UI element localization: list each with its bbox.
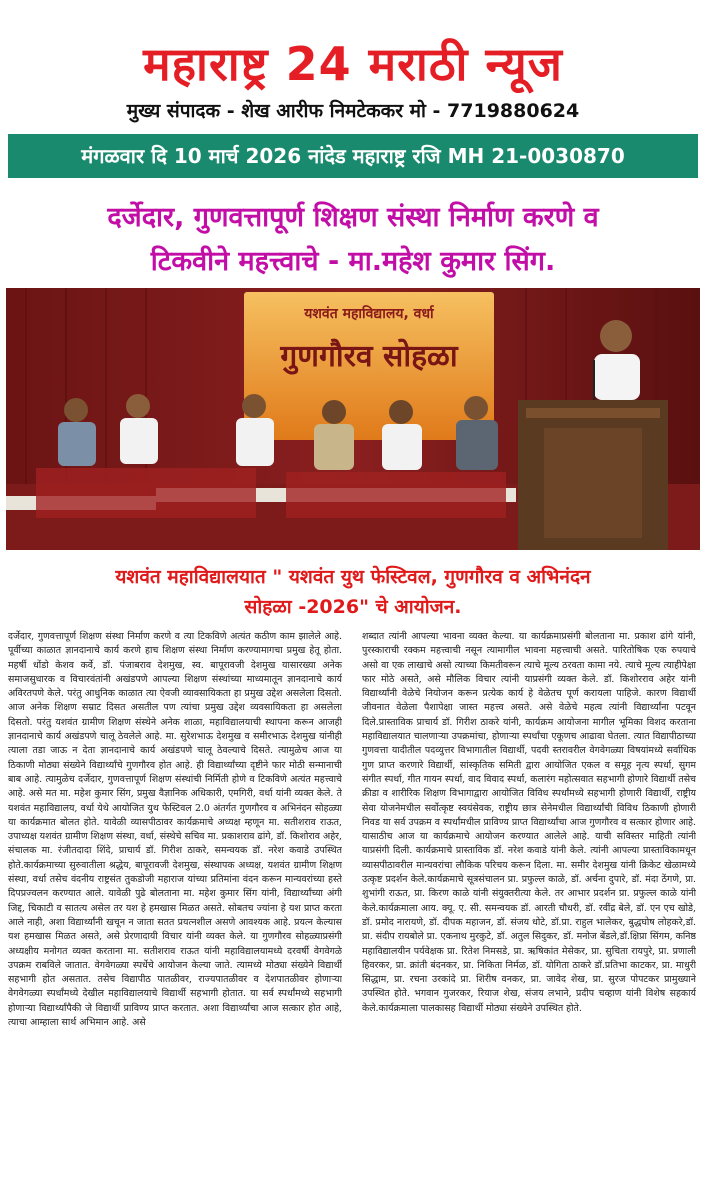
article-subheading xyxy=(6,562,700,622)
subheading-line-2: सोहळा -2026" चे आयोजन. xyxy=(244,596,462,618)
banner-event-title: गुणगौरव सोहळा xyxy=(280,339,458,374)
headline-line-1: दर्जेदार, गुणवत्तापूर्ण शिक्षण संस्था निर्माण करणे व xyxy=(107,202,599,233)
article-headline xyxy=(6,196,700,284)
newspaper-title: महाराष्ट्र 24 मराठी न्यूज xyxy=(143,37,563,91)
speaker-figure xyxy=(600,320,632,352)
banner-college-name: यशवंत महाविद्यालय, वर्धा xyxy=(304,306,434,322)
event-photo xyxy=(6,288,700,550)
article-body xyxy=(8,630,698,1196)
article-column-right: शब्दात त्यांनी आपल्या भावना व्यक्त केल्या. या कार्यक्रमाप्रसंगी बोलताना मा. प्रकाश ढांगे यांनी, पुरस्काराची रक्कम महत्त्वाची नसून त्यामागील भावना महत्त्वाची असते. पारितोषिक एक रुपयाचे असो वा एक लाखाचे असो त्याच्या किमतीवरून त्याचे मूल्य ठरवता कामा नये. त्याचे मूल्य त्याहीपेक्षा फार मोठे असते, असे मौलिक विचार त्यांनी याप्रसंगी व्यक्त केले. डॉ. किशोरराव अहेर यांनी विद्यार्थ्यांनी वेळेचे नियोजन करून प्रत्येक कार्य हे वेळेतच पूर्ण करायला पाहिजे. कारण विद्यार्थी जीवनात वेळेला पैशापेक्षा जास्त महत्त्व असते. असे वेळेचे महत्व त्यांनी विद्यार्थ्यांना पटवून दिले.प्रास्ताविक प्राचार्य डॉ. गिरीश ठाकरे यांनी, कार्यक्रम आयोजना मागील भूमिका विशद करताना महाविद्यालयात चालणाऱ्या उपक्रमांचा, होणाऱ्या स्पर्धांचा एकूणच आढावा घेतला. त्यात विद्यापीठाच्या गुणवत्ता यादीतील पदव्युत्तर विभागातील विद्यार्थी, पदवी स्तरावरील वेगवेगळ्या विषयांमध्ये सर्वाधिक गुण प्राप्त करणारे विद्यार्थी, सांस्कृतिक समिती द्वारा आयोजित एकल व समूह नृत्य स्पर्धा, सुगम संगीत स्पर्धा, गीत गायन स्पर्धा, वाद विवाद स्पर्धा, कलारंग महोत्सवात सहभागी होणारे विद्यार्थी तसेच क्रीडा व शारीरिक शिक्षण विभागाद्वारा आयोजित विविध स्पर्धांमध्ये सहभागी होणारी विद्यार्थी, राष्ट्रीय सेवा योजनेमधील सर्वोत्कृष्ट स्वयंसेवक, राष्ट्रीय छात्र सेनेमधील विद्यार्थ्यांची विविध ठिकाणी होणारी निवड या सर्व उपक्रम व स्पर्धांमधील प्राविण्य प्राप्त विद्यार्थ्यांचा आज गुणगौरव व सत्कार होणार आहे. यासाठीच आज या कार्यक्रमाचे आयोजन करण्यात आलेले आहे. याची सविस्तर माहिती त्यांनी याप्रसंगी दिली. कार्यक्रमाचे प्रास्ताविक डॉ. नरेश कवाडे यांनी केले. त्यांनी आपल्या प्रास्ताविकामधून व्यासपीठावरील मान्यवरांचा लौकिक परिचय करून दिला. मा. समीर देशमुख यांनी क्रिकेट खेळामध्ये उत्कृष्ट प्रदर्शन केले.कार्यक्रमाचे सूत्रसंचालन प्रा. प्रफुल्ल काळे, डॉ. अर्चना दुपारे, डॉ. मंदा ठेंगणे, प्रा. शुभांगी राऊत, प्रा. किरण काळे यांनी संयुक्तरीत्या केले. तर आभार प्रदर्शन प्रा. प्रफुल्ल काळे यांनी केले.कार्यक्रमाला आय. क्यू. ए. सी. समन्वयक डॉ. आरती चौधरी, डॉ. रवींद्र बेले, डॉ. एन एच खोडे, डॉ. प्रमोद नारायणे, डॉ. दीपक महाजन, डॉ. संजय धोटे, डॉ.प्रा. राहुल भालेकर, बुद्धघोष लोहकरे,डॉ. प्रा. संदीप रायबोले प्रा. एकनाथ मुरकुटे, डॉ. अतुल सिदुकर, डॉ. मनोज बेंडले,डॉ.क्षिप्रा सिंगम, कनिष्ठ महाविद्यालयीन पर्यवेक्षक प्रा. रितेश निमसडे, प्रा. ऋषिकांत मेसेकर, प्रा. सुचिता रायपुरे, प्रा. प्रणाली हिवरकर, प्रा. क्रांती बंदनकर, प्रा. निकिता निर्मळ, डॉ. योगिता ठाकरे डॉ.प्रतिभा काटकर, प्रा. माधुरी सिद्धाम, प्रा. रचना उरकांदे प्रा. शिरीष वनकर, प्रा. जावेद शेख, प्रा. सुरज पोपटकर प्रामुख्याने उपस्थित होते. भगवान गुजरकर, रियाज शेख, संजय लभाने, प्रदीप चव्हाण यांनी विशेष सहकार्य केले.कार्यक्रमाला पालकासह विद्यार्थी मोठ्या संख्येने उपस्थित होते. xyxy=(362,631,696,1014)
masthead xyxy=(0,0,706,128)
article-column-left: दर्जेदार, गुणवत्तापूर्ण शिक्षण संस्था निर्माण करणे व त्या टिकविणे अत्यंत कठीण काम झालेले आहे. पूर्वीच्या काळात ज्ञानदानाचे कार्य करणे हाच शिक्षण संस्था निर्माण करण्यामागचा प्रमुख हेतू होता. महर्षी धोंडो केशव कर्वे, डॉ. पंजाबराव देशमुख, स्व. बापूरावजी देशमुख यासारख्या अनेक समाजसुधारक व विचारवंतांनी अखंडपणे आपल्या शिक्षण संस्थांच्या माध्यमातून ज्ञानदानाचे कार्य अविरतपणे केले. परंतु आधुनिक काळात त्या ऐवजी व्यावसायिकता हा प्रमुख उद्देश असलेला दिसतो. आज अनेक शिक्षण सम्राट दिसत असतील पण त्यांचा प्रमुख उद्देश व्यवसायिकता हा असलेला दिसतो. परंतु यशवंत ग्रामीण शिक्षण संस्थेने अनेक शाळा, महाविद्यालयाची स्थापना करून आजही ज्ञानदानाचे कार्य अखंडपणे चालू ठेवलेले आहे. मा. सुरेशभाऊ देशमुख व समीरभाऊ देशमुख यांनीही त्याला तडा जाऊ न देता ज्ञानदानाचे कार्य अखंडपणे चालू ठेवल्याचे दिसते. त्यामुळेच आज या ठिकाणी मोठ्या संख्येने विद्यार्थ्यांचे गुणगौरव होत आहे. ही विद्यार्थ्यांच्या दृष्टीने फार मोठी सन्मानाची बाब आहे. त्यामुळेच दर्जेदार, गुणवत्तापूर्ण शिक्षण संस्थांची निर्मिती होणे व टिकविणे अत्यंत महत्त्वाचे आहे. असे मत मा. महेश कुमार सिंग, प्रमुख वैज्ञानिक अधिकारी, एमगिरी, वर्धा यांनी व्यक्त केले. ते यशवंत महाविद्यालय, वर्धा येथे आयोजित युथ फेस्टिवल 2.0 अंतर्गत गुणगौरव व अभिनंदन सोहळ्या या कार्यक्रमात बोलत होते. यावेळी व्यासपीठावर कार्यक्रमाचे अध्यक्ष म्हणून मा. सतीशराव राऊत, उपाध्यक्ष यशवंत ग्रामीण शिक्षण संस्था, वर्धा, संस्थेचे सचिव मा. प्रकाशराव ढांगे, डॉ. किशोराव अहेर, संचालक मा. रंजीतदादा शिंदे, प्राचार्य डॉ. गिरीश ठाकरे, समन्वयक डॉ. नरेश कवाडे उपस्थित होते.कार्यक्रमाच्या सुरुवातीला श्रद्धेय, बापूरावजी देशमुख, संस्थापक अध्यक्ष, यशवंत ग्रामीण शिक्षण संस्था, वर्धा तसेच वंदनीय राष्ट्रसंत तुकडोजी महाराज यांच्या प्रतिमांना वंदन करून मान्यवरांच्या हस्ते दिपप्रज्वलन करण्यात आले. यावेळी पुढे बोलताना मा. महेश कुमार सिंग यांनी, विद्यार्थ्यांच्या अंगी जिद्द, चिकाटी व सातत्य असेल तर यश हे हमखास मिळत असते. सोबतच ज्यांना हे यश प्राप्त करता आले नाही, अशा विद्यार्थ्यांनी खचून न जाता सतत प्रयत्नशील असणे आवश्यक आहे. प्रयत्न केल्यास यश हमखास मिळत असते, असे प्रेरणादायी विचार यांनी व्यक्त केले. या गुणगौरव सोहळ्याप्रसंगी अध्यक्षीय मनोगत व्यक्त करताना मा. सतीशराव राऊत यांनी महाविद्यालयामध्ये दरवर्षी वेगवेगळे उपक्रम राबविले जातात. वेगवेगळ्या स्पर्धेचे आयोजन केल्या जाते. त्यामध्ये मोठ्या संख्येने विद्यार्थी सहभागी होत असतात. तसेच विद्यापीठ पातळीवर, राज्यपातळीवर व देशपातळीवर होणाऱ्या वेगवेगळ्या स्पर्धांमध्ये देखील महाविद्यालयाचे विद्यार्थी सहभागी होतात. या सर्व स्पर्धांमध्ये सहभागी होणाऱ्या विद्यार्थ्यांपैकी जे विद्यार्थी प्राविण्य प्राप्त करतात. अशा विद्यार्थ्यांचा आज सत्कार होत आहे, त्याचा आम्हाला सार्थ अभिमान आहे. असे xyxy=(8,631,342,1029)
headline-line-2: टिकवीने महत्त्वाचे - मा.महेश कुमार सिंग. xyxy=(150,246,556,277)
dateline-bar: मंगळवार दि 10 मार्च 2026 नांदेड महाराष्ट्र रजि MH 21-0030870 xyxy=(8,134,698,178)
subheading-line-1: यशवंत महाविद्यालयात " यशवंत युथ फेस्टिवल, गुणगौरव व अभिनंदन xyxy=(115,566,591,588)
event-photo-illustration xyxy=(6,288,700,550)
editor-contact-line: मुख्य संपादक - शेख आरीफ निमटेककर मो - 7719880624 xyxy=(126,100,580,122)
